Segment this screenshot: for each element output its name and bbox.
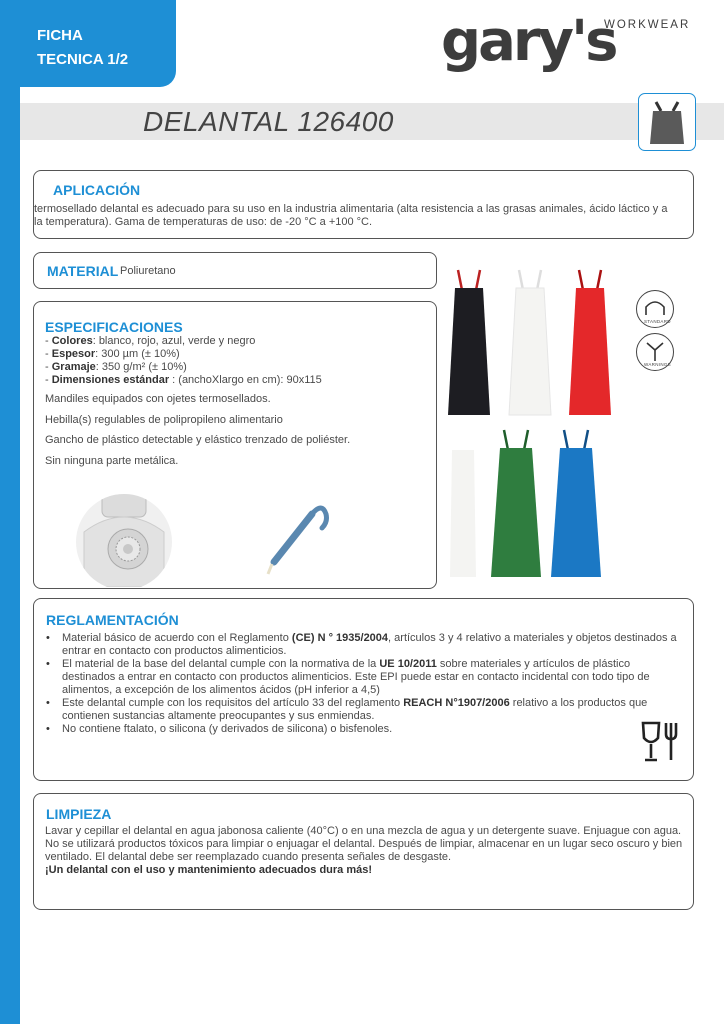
apron-icon: [638, 93, 696, 151]
spec-paragraph: Hebilla(s) regulables de polipropileno alimentario: [45, 414, 283, 426]
list-item: • Este delantal cumple con los requisitos del artículo 33 del reglamento REACH N°1907/2006 relativo a los productos que contienen sustancias altamente preocupantes y sus enmiendas.: [46, 697, 686, 723]
aplicacion-heading: APLICACIÓN: [53, 182, 141, 198]
standard-pictogram-icon: [636, 290, 674, 328]
limpieza-heading: LIMPIEZA: [46, 806, 112, 822]
spec-item: - Espesor: 300 µm (± 10%): [45, 348, 180, 360]
brand-subtitle: WORKWEAR: [604, 19, 691, 31]
spec-paragraph: Mandiles equipados con ojetes termosellados.: [45, 393, 271, 405]
especificaciones-heading: ESPECIFICACIONES: [45, 319, 183, 335]
apron-blue: [548, 428, 604, 580]
apron-black: [446, 268, 492, 418]
spec-item: - Dimensiones estándar : (anchoXlargo en cm): 90x115: [45, 374, 322, 386]
hook-image: [262, 498, 332, 578]
limpieza-bold-text: ¡Un delantal con el uso y mantenimiento adecuados dura más!: [45, 864, 373, 876]
standard-label: STANDARD: [644, 319, 671, 324]
reglamentacion-list: [46, 632, 686, 736]
spec-item: - Gramaje: 350 g/m² (± 10%): [45, 361, 187, 373]
aplicacion-text: termosellado delantal es adecuado para su uso en la industria alimentaria (alta resistencia a las grasas animales, ácido láctico y a la temperatura). Gama de temperaturas de uso: de -20 °C a +100 °C.: [34, 203, 668, 228]
warnings-label: WARNINGS: [644, 362, 671, 367]
warnings-pictogram-icon: [636, 333, 674, 371]
tab-line-2: TECNICA 1/2: [37, 51, 129, 68]
especificaciones-section: [33, 301, 437, 589]
material-value: Poliuretano: [120, 265, 176, 277]
reglamentacion-section: [33, 598, 694, 781]
apron-green: [488, 428, 544, 580]
spec-paragraph: Gancho de plástico detectable y elástico trenzado de poliéster.: [45, 434, 351, 446]
apron-red: [567, 268, 613, 418]
left-accent-bar: [0, 0, 20, 1024]
tab-line-1: FICHA: [37, 27, 83, 44]
material-section: [33, 252, 437, 289]
spec-paragraph: Sin ninguna parte metálica.: [45, 455, 179, 467]
limpieza-section: [33, 793, 694, 910]
material-heading: MATERIAL: [47, 263, 119, 279]
list-item: • No contiene ftalato, o silicona (y derivados de silicona) o bisfenoles.: [46, 723, 686, 736]
list-item: • Material básico de acuerdo con el Reglamento (CE) N ° 1935/2004, artículos 3 y 4 relativo a materiales y objetos destinados a entrar en contacto con productos alimenticios.: [46, 632, 686, 658]
spec-list: [45, 335, 425, 387]
buckle-image: [74, 477, 174, 587]
apron-white: [507, 268, 553, 418]
aplicacion-section: [33, 170, 694, 239]
ficha-tab: [0, 0, 176, 87]
spec-item: - Colores: blanco, rojo, azul, verde y negro: [45, 335, 256, 347]
product-title: DELANTAL 126400: [143, 106, 394, 137]
limpieza-text: Lavar y cepillar el delantal en agua jabonosa caliente (40°C) o en una mezcla de agua y un detergente suave. Enjuague con agua. No se utilizará productos tóxicos para limpiar o enjuagar el delantal. Después de limpiar, almacenar en un lugar seco oscuro y bien ventilado. El delantal debe ser reemplazado cuando presenta señales de desgaste. ¡Un delantal con el uso y mantenimiento adecuados dura más!: [45, 825, 683, 876]
reglamentacion-heading: REGLAMENTACIÓN: [46, 612, 179, 628]
apron-white-partial: [448, 440, 478, 580]
glass-fork-icon: [640, 720, 682, 764]
list-item: • El material de la base del delantal cumple con la normativa de la UE 10/2011 sobre materiales y artículos de plástico destinados a entrar en contacto con productos alimenticios. Este EPI puede estar en contacto incidental con todo tipo de alimentos, a excepción de los alimentos ácidos (pH inferior a 4,5): [46, 658, 686, 697]
brand-logo: [441, 10, 691, 72]
brand-name: gary's: [441, 9, 616, 74]
